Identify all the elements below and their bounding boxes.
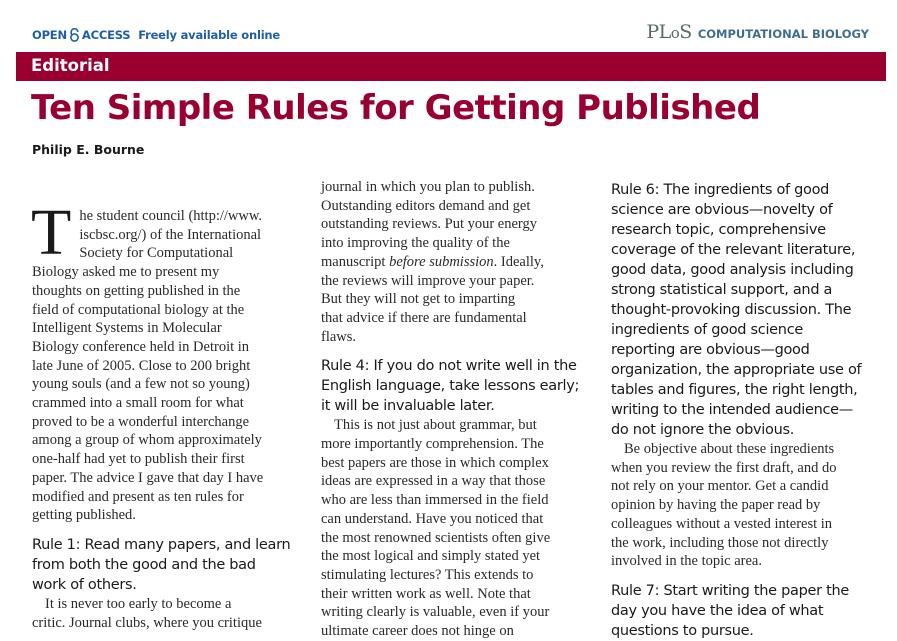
text-line: not rely on your mentor. Get a candid (611, 478, 829, 495)
heading-line: do not ignore the obvious. (611, 422, 795, 438)
text-line: outstanding reviews. Put your energy (321, 216, 537, 233)
text-line: can understand. Have you noticed that (321, 510, 544, 527)
text-line: into improving the quality of the (321, 235, 510, 252)
heading-line: from both the good and the bad (32, 556, 256, 573)
text-line: thoughts on getting published in the (32, 282, 241, 299)
journal-name: COMPUTATIONAL BIOLOGY (697, 27, 869, 41)
section-label: Editorial (31, 56, 110, 75)
article-author: Philip E. Bourne (32, 142, 145, 157)
text-line: late June of 2005. Close to 200 bright (32, 357, 251, 374)
text-line: Be objective about these ingredients (624, 441, 835, 457)
access-label: ACCESS (81, 28, 131, 42)
text-line: their written work as well. Note that (321, 585, 531, 602)
text-line: writing clearly is valuable, even if your (321, 604, 550, 621)
text-segment: manuscript (321, 253, 390, 270)
spacer (611, 571, 881, 581)
heading-line: strong statistical support, and a (611, 282, 833, 298)
text-line (321, 253, 589, 272)
heading-line: it will be invaluable later. (321, 398, 495, 415)
text-line: that advice if there are fundamental (321, 309, 527, 326)
rule-4-body (321, 416, 589, 640)
text-line: involved in the topic area. (611, 553, 762, 570)
text-line: critic. Journal clubs, where you critique (32, 614, 262, 631)
open-label: OPEN (32, 28, 67, 42)
text-line: crammed into a small room for what (32, 395, 244, 412)
text-line: ideas are expressed in a way that those (321, 473, 546, 490)
text-line: iscbsc.org/) of the International (79, 226, 262, 243)
text-line: It is never too early to become a (45, 595, 232, 612)
text-line: the most renowned scientists often give (321, 529, 551, 546)
text-line: young souls (and a few not so young) (32, 376, 250, 393)
heading-line: coverage of the relevant literature, (611, 242, 856, 258)
text-line: who are less than immersed in the field (321, 492, 549, 509)
text-line: proved to be a wonderful interchange (32, 413, 250, 430)
text-line: Biology conference held in Detroit in (32, 338, 250, 355)
heading-line: Rule 7: Start writing the paper the (611, 582, 849, 599)
open-lock-icon (69, 28, 80, 42)
heading-line: thought-provoking discussion. The (611, 302, 852, 318)
heading-line: Rule 4: If you do not write well in the (321, 358, 577, 375)
spacer (321, 346, 589, 356)
rule-6-heading (611, 180, 881, 440)
text-line: But they will not get to imparting (321, 291, 516, 308)
text-line: one-half had yet to publish their first (32, 451, 245, 468)
open-access-label (32, 28, 280, 42)
heading-line: English language, take lessons early; (321, 378, 580, 395)
text-line: Outstanding editors demand and get (321, 197, 531, 214)
text-line: best papers are those in which complex (321, 454, 549, 471)
text-line: the reviews will improve your paper. (321, 272, 535, 289)
article-title: Ten Simple Rules for Getting Published (31, 88, 761, 128)
heading-line: ingredients of good science (611, 322, 803, 338)
rule-3-body (321, 178, 589, 346)
text-line: when you review the first draft, and do (611, 459, 837, 476)
text-line: the work, including those not directly (611, 534, 829, 551)
spacer (32, 525, 297, 535)
text-line: among a group of whom approximately (32, 432, 262, 449)
heading-line: Rule 6: The ingredients of good (611, 182, 830, 198)
rule-4-heading (321, 356, 589, 416)
text-line: Biology asked me to present my (32, 264, 220, 281)
freely-available-label: Freely available online (138, 28, 281, 42)
plos-p: PL (646, 21, 671, 43)
heading-line: day you have the idea of what (611, 602, 824, 619)
text-line: colleagues without a vested interest in (611, 515, 833, 532)
text-line: more importantly comprehension. The (321, 436, 544, 453)
text-line: field of computational biology at the (32, 301, 245, 318)
text-line: stimulating lectures? This extends to (321, 566, 534, 583)
text-line: Intelligent Systems in Molecular (32, 320, 222, 337)
column-2 (321, 178, 589, 641)
text-line: the most logical and simply stated yet (321, 548, 541, 565)
heading-line: research topic, comprehensive (611, 222, 826, 238)
text-line: opinion by having the paper read by (611, 497, 821, 514)
text-line: journal in which you plan to publish. (321, 179, 535, 195)
journal-logo (646, 21, 869, 43)
text-line: he student council (http://www. (79, 208, 263, 224)
heading-line: reporting are obvious—good (611, 342, 810, 358)
heading-line: questions to pursue. (611, 622, 754, 639)
journal-header (0, 0, 897, 50)
heading-line: work of others. (32, 576, 137, 593)
heading-line: writing to the intended audience— (611, 402, 854, 418)
heading-line: good data, good analysis including (611, 262, 854, 278)
text-line: flaws. (321, 328, 357, 345)
text-line: modified and present as ten rules for (32, 488, 244, 505)
emphasis-text: before submission (389, 253, 494, 270)
plos-o: o (670, 24, 680, 42)
intro-paragraph (31, 196, 297, 525)
section-banner (16, 52, 886, 81)
column-1 (31, 196, 297, 632)
rule-1-body (32, 595, 297, 632)
rule-7-heading (611, 581, 881, 641)
heading-line: organization, the appropriate use of (611, 362, 862, 378)
plos-s: S (679, 21, 692, 43)
text-line: This is not just about grammar, but (334, 417, 537, 434)
rule-6-body (611, 440, 881, 571)
text-segment: . Ideally, (493, 253, 544, 270)
heading-line: science are obvious—novelty of (611, 202, 833, 218)
text-line: getting published. (32, 507, 136, 524)
text-line: Society for Computational (79, 245, 234, 262)
heading-line: Rule 1: Read many papers, and learn (32, 536, 291, 553)
heading-line: tables and figures, the right length, (611, 382, 858, 398)
plos-wordmark (646, 21, 691, 43)
text-line: ultimate career does not hinge on (321, 623, 514, 640)
column-3 (611, 180, 881, 641)
drop-cap: T (31, 196, 72, 269)
rule-1-heading (32, 535, 297, 595)
text-line: paper. The advice I gave that day I have (32, 469, 264, 486)
